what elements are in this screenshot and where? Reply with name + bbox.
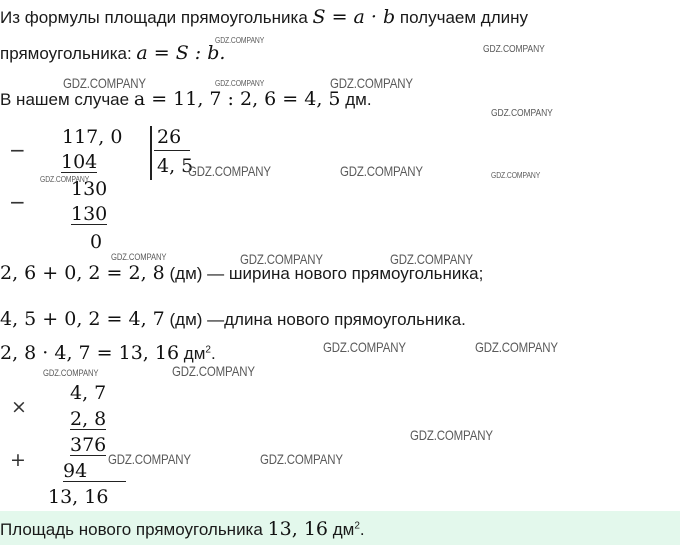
multiply-factor-2: 2, 8 <box>70 408 107 430</box>
division-divisor: 26 <box>157 126 182 148</box>
result-value: 13, 16 <box>267 518 328 540</box>
plus-sign: + <box>10 449 26 471</box>
watermark: GDZ.COMPANY <box>483 44 545 55</box>
watermark: GDZ.COMPANY <box>188 163 271 179</box>
multiply-partial-1: 376 <box>70 434 107 456</box>
line2-text: прямоугольника: <box>0 44 137 63</box>
watermark: GDZ.COMPANY <box>491 108 553 119</box>
division-remainder-2: 0 <box>90 231 103 253</box>
watermark: GDZ.COMPANY <box>330 75 413 91</box>
line6-exponent: 2 <box>205 344 211 356</box>
text-line-3 <box>0 88 372 110</box>
line2-formula: a = S : b. <box>136 42 226 64</box>
division-quotient: 4, 5 <box>157 155 194 177</box>
result-exponent: 2 <box>354 520 360 532</box>
line4-formula: 2, 6 + 0, 2 = 2, 8 <box>0 262 165 284</box>
watermark: GDZ.COMPANY <box>215 79 265 88</box>
watermark: GDZ.COMPANY <box>172 363 255 379</box>
multiply-product: 13, 16 <box>48 486 109 508</box>
watermark: GDZ.COMPANY <box>215 36 265 45</box>
result-highlight <box>0 511 680 545</box>
division-remainder-1: 130 <box>71 178 108 200</box>
line5-formula: 4, 5 + 0, 2 = 4, 7 <box>0 308 165 330</box>
text-line-1 <box>0 6 528 28</box>
line1-text-end: получаем длину <box>395 8 529 27</box>
division-minus-1: − <box>9 138 26 162</box>
line6-end: . <box>210 344 216 363</box>
text-line-2 <box>0 42 225 64</box>
division-step-1: 104 <box>61 151 98 173</box>
line6-formula: 2, 8 · 4, 7 = 13, 16 <box>0 342 180 364</box>
line6-unit: дм <box>179 344 206 363</box>
watermark: GDZ.COMPANY <box>410 427 493 443</box>
line4-text: (дм) — ширина нового прямоугольника; <box>164 264 484 283</box>
watermark: GDZ.COMPANY <box>240 251 323 267</box>
watermark: GDZ.COMPANY <box>260 451 343 467</box>
watermark: GDZ.COMPANY <box>40 175 90 184</box>
line1-text-start: Из формулы площади прямоугольника <box>0 8 313 27</box>
division-minus-2: − <box>9 190 26 214</box>
multiply-factor-1: 4, 7 <box>70 382 107 404</box>
division-bracket <box>150 126 152 180</box>
division-divisor-line <box>154 150 190 151</box>
watermark: GDZ.COMPANY <box>475 339 558 355</box>
division-step-2: 130 <box>71 203 108 225</box>
line3-text-end: дм. <box>340 90 372 109</box>
text-line-5 <box>0 308 466 330</box>
multiply-sign: × <box>11 396 27 418</box>
watermark: GDZ.COMPANY <box>390 251 473 267</box>
result-unit: дм <box>328 520 355 539</box>
watermark: GDZ.COMPANY <box>491 171 541 180</box>
watermark: GDZ.COMPANY <box>108 451 191 467</box>
result-text: Площадь нового прямоугольника <box>0 520 268 539</box>
text-line-6 <box>0 342 216 364</box>
watermark: GDZ.COMPANY <box>323 339 406 355</box>
watermark: GDZ.COMPANY <box>63 75 146 91</box>
line5-text: (дм) —длина нового прямоугольника. <box>164 310 466 329</box>
result-end: . <box>359 520 365 539</box>
watermark: GDZ.COMPANY <box>340 163 423 179</box>
multiply-partial-2: 94 <box>63 461 126 482</box>
line3-formula: a = 11, 7 : 2, 6 = 4, 5 <box>133 88 341 110</box>
line1-formula: S = a · b <box>312 6 396 28</box>
watermark: GDZ.COMPANY <box>111 252 167 262</box>
division-dividend: 117, 0 <box>62 126 123 148</box>
result-line <box>0 518 365 540</box>
line3-text-start: В нашем случае <box>0 90 134 109</box>
watermark: GDZ.COMPANY <box>43 368 99 378</box>
